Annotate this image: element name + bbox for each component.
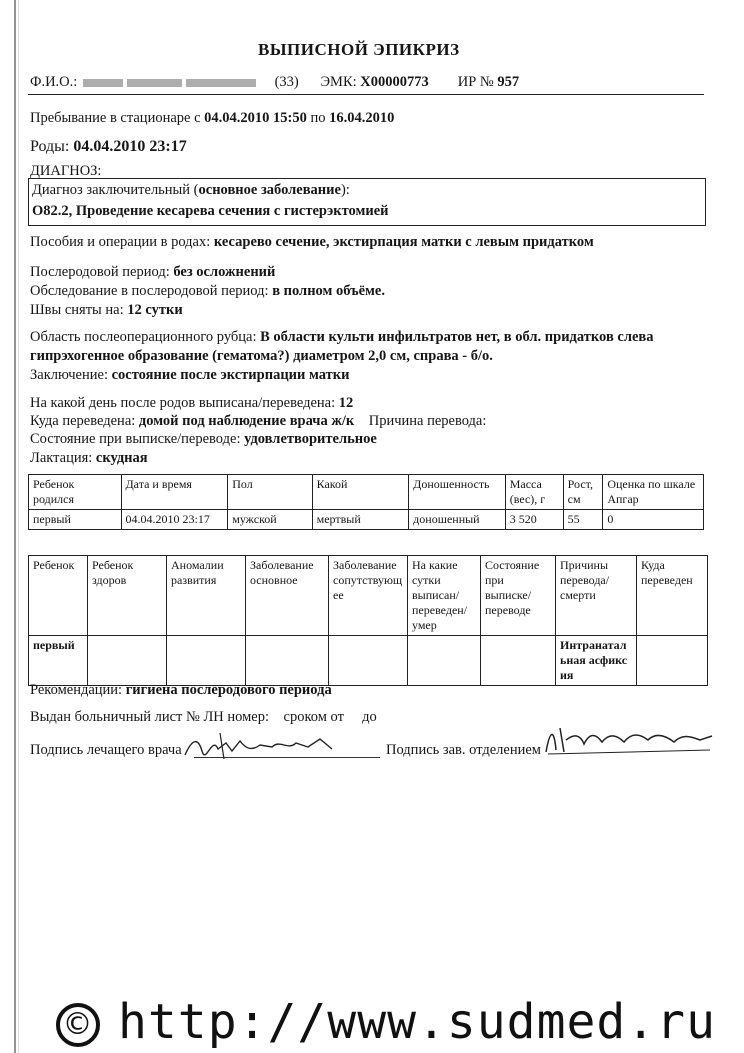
lactation-line [30, 450, 148, 467]
transfer-value: домой под наблюдение врача ж/к [138, 413, 355, 429]
th2-condition: Состояние при выписке/ переводе [481, 556, 556, 636]
conclusion-line [30, 367, 350, 384]
th-sex: Пол [228, 475, 312, 510]
cell-kind: мертвый [312, 510, 409, 530]
sutures-label: Швы сняты на: [30, 302, 124, 318]
sick-leave-to-label: до [362, 709, 377, 725]
stay-label: Пребывание в стационаре с [30, 110, 201, 126]
newborn-outcome-table [28, 555, 708, 686]
doctor-signature-label: Подпись лечащего врача [30, 742, 182, 758]
th2-where: Куда переведен [637, 556, 708, 636]
doctor-signature-icon [180, 725, 360, 765]
condition-line [30, 431, 377, 448]
head-signature-label: Подпись зав. отделением [386, 742, 541, 758]
table-row [29, 636, 708, 686]
th2-main-disease: Заболевание основное [246, 556, 329, 636]
births-value: 04.04.2010 23:17 [73, 138, 187, 155]
ir-value: 957 [497, 74, 520, 90]
th-datetime: Дата и время [121, 475, 228, 510]
th-height: Рост, см [563, 475, 603, 510]
sutures-value: 12 сутки [127, 302, 183, 318]
cell-height: 55 [563, 510, 603, 530]
cell-datetime: 04.04.2010 23:17 [121, 510, 228, 530]
discharge-day-line [30, 395, 353, 412]
watermark [56, 994, 716, 1050]
operations-value: кесарево сечение, экстирпация матки с левым придатком [213, 234, 594, 250]
th2-cause: Причины перевода/ смерти [556, 556, 637, 636]
exam-value: в полном объёме. [272, 283, 385, 299]
scar-label: Область послеоперационного рубца: [30, 329, 257, 345]
cell2-main-disease [246, 636, 329, 686]
newborn-table [28, 474, 704, 530]
emk-value: Х00000773 [360, 74, 429, 90]
patient-line-rule [28, 94, 704, 95]
th2-day: На какие сутки выписан/ переведен/ умер [408, 556, 481, 636]
births-line [30, 138, 187, 156]
conclusion-value: состояние после экстирпации матки [111, 367, 350, 383]
recommendations-label: Рекомендации: [30, 682, 123, 698]
watermark-url: http://www.sudmed.ru [118, 994, 716, 1050]
dx-label-part1: Диагноз заключительный ( [32, 182, 199, 198]
th-kind: Какой [312, 475, 409, 510]
dx-label-part3: ): [340, 182, 350, 198]
cell2-condition [481, 636, 556, 686]
lactation-value: скудная [95, 450, 148, 466]
th-term: Доношенность [409, 475, 506, 510]
cell2-cause: Интранатальная асфиксия [556, 636, 637, 686]
stay-from: 04.04.2010 15:50 [204, 110, 307, 126]
postpartum-value: без осложнений [173, 264, 276, 280]
sick-leave-term-label: сроком от [283, 709, 344, 725]
document-title: ВЫПИСНОЙ ЭПИКРИЗ [258, 40, 460, 59]
th-weight: Масса (вес), г [505, 475, 563, 510]
condition-label: Состояние при выписке/переводе: [30, 431, 241, 447]
fio-label: Ф.И.О.: [30, 74, 78, 90]
dx-label-part2: основное заболевание [198, 182, 341, 198]
patient-name-redacted [81, 74, 271, 91]
cell2-child: первый [29, 636, 88, 686]
operations-label: Пособия и операции в родах: [30, 234, 211, 250]
transfer-line [30, 413, 486, 430]
cell2-day [408, 636, 481, 686]
operations-line [30, 234, 594, 251]
diagnosis-final-label [32, 182, 350, 199]
cell2-comorbid [329, 636, 408, 686]
stay-to: 16.04.2010 [329, 110, 395, 126]
th-apgar: Оценка по шкале Апгар [603, 475, 704, 510]
cell-apgar: 0 [603, 510, 704, 530]
th2-child: Ребенок [29, 556, 88, 636]
patient-line [30, 74, 519, 91]
th2-anomalies: Аномалии развития [167, 556, 246, 636]
condition-value: удовлетворительное [244, 431, 377, 447]
cell-term: доношенный [409, 510, 506, 530]
table-header-row [29, 556, 708, 636]
table-header-row [29, 475, 704, 510]
scar-value-2: гипрэхогенное образование (гематома?) диаметром 2,0 см, справа - б/о. [30, 348, 493, 364]
sutures-line [30, 302, 183, 319]
stay-to-label: по [310, 110, 326, 126]
conclusion-label: Заключение: [30, 367, 108, 383]
scar-line-1 [30, 329, 654, 346]
exam-label: Обследование в послеродовой период: [30, 283, 269, 299]
scan-left-edge-shadow [18, 0, 19, 1053]
emk-label: ЭМК: [320, 74, 357, 90]
cell-born: первый [29, 510, 122, 530]
births-label: Роды: [30, 138, 70, 155]
copyright-icon: © [56, 1003, 100, 1047]
cell-weight: 3 520 [505, 510, 563, 530]
exam-line [30, 283, 385, 300]
lactation-label: Лактация: [30, 450, 93, 466]
transfer-reason-label: Причина перевода: [368, 413, 487, 429]
sick-leave-label: Выдан больничный лист № ЛН номер: [30, 709, 270, 725]
discharge-day-label: На какой день после родов выписана/переведена: [30, 395, 336, 411]
postpartum-label: Послеродовой период: [30, 264, 170, 280]
patient-age: (33) [274, 74, 299, 90]
ir-label: ИР № [457, 74, 494, 90]
th-born: Ребенок родился [29, 475, 122, 510]
th2-healthy: Ребенок здоров [88, 556, 167, 636]
cell2-healthy [88, 636, 167, 686]
table-row [29, 510, 704, 530]
diagnosis-heading: ДИАГНОЗ: [30, 163, 102, 179]
discharge-day-value: 12 [338, 395, 354, 411]
cell-sex: мужской [228, 510, 312, 530]
transfer-label: Куда переведена: [30, 413, 136, 429]
th2-comorbid: Заболевание сопутствующее [329, 556, 408, 636]
head-signature-icon [540, 720, 720, 760]
scar-value-1: В области культи инфильтратов нет, в обл. придатков слева [260, 329, 654, 345]
cell2-where [637, 636, 708, 686]
postpartum-line [30, 264, 275, 281]
diagnosis-value: О82.2, Проведение кесарева сечения с гистерэктомией [32, 203, 389, 219]
stay-line [30, 110, 394, 127]
cell2-anomalies [167, 636, 246, 686]
recommendations-line [30, 682, 332, 699]
recommendations-value: гигиена послеродового периода [125, 682, 332, 698]
sick-leave-line [30, 709, 377, 726]
scan-left-edge [14, 0, 16, 1053]
